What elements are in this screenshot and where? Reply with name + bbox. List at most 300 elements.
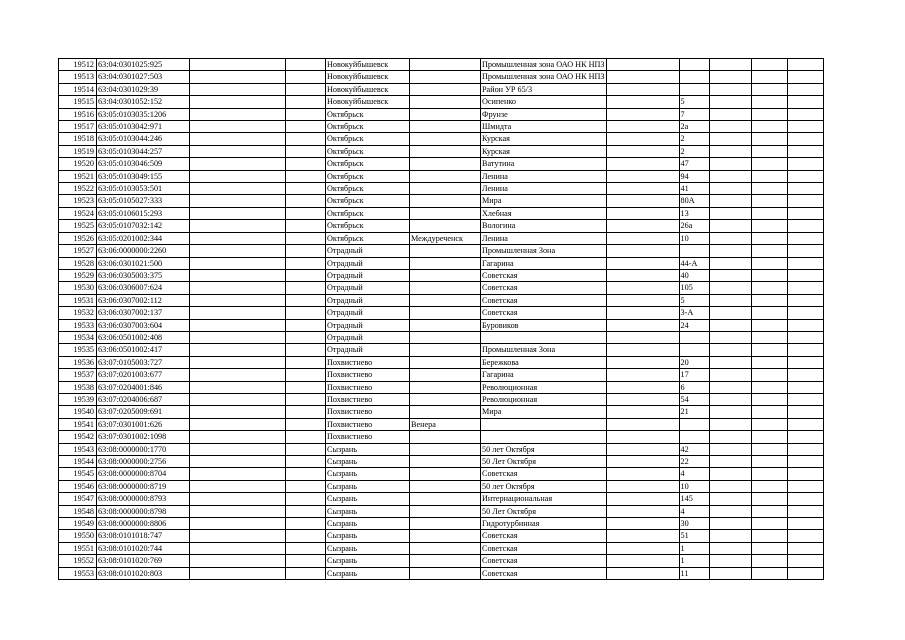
row-number-cell: 19528 — [59, 257, 97, 269]
house-number-cell: 145 — [679, 493, 709, 505]
empty-cell — [190, 183, 286, 195]
empty-cell — [606, 431, 679, 443]
empty-cell — [787, 431, 823, 443]
empty-cell — [190, 456, 286, 468]
cadastral-number-cell: 63:05:0106015:293 — [97, 207, 190, 219]
table-row — [59, 567, 824, 579]
cadastral-number-cell: 63:06:0301021:500 — [97, 257, 190, 269]
city-cell: Отрадный — [326, 282, 410, 294]
house-number-cell: 41 — [679, 183, 709, 195]
cadastral-number-cell: 63:06:0307003:604 — [97, 319, 190, 331]
cadastral-number-cell: 63:07:0204001:846 — [97, 381, 190, 393]
locality-cell — [410, 555, 481, 567]
empty-cell — [286, 505, 326, 517]
empty-cell — [190, 393, 286, 405]
street-cell: Бережкова — [481, 356, 607, 368]
row-number-cell: 19519 — [59, 145, 97, 157]
empty-cell — [190, 257, 286, 269]
street-cell: Советская — [481, 269, 607, 281]
city-cell: Октябрьск — [326, 183, 410, 195]
empty-cell — [787, 344, 823, 356]
empty-cell — [787, 282, 823, 294]
street-cell: Курская — [481, 133, 607, 145]
house-number-cell — [679, 431, 709, 443]
empty-cell — [787, 418, 823, 430]
row-number-cell: 19548 — [59, 505, 97, 517]
street-cell: Промышленная зона ОАО НК НПЗ — [482, 60, 605, 69]
empty-cell — [709, 71, 751, 83]
empty-cell — [709, 344, 751, 356]
empty-cell — [286, 307, 326, 319]
cadastral-number-cell: 63:08:0101018:747 — [97, 530, 190, 542]
cadastral-number-cell: 63:06:0000000:2260 — [97, 245, 190, 257]
city-cell: Похвистнево — [326, 369, 410, 381]
street-cell: Промышленная Зона — [481, 245, 607, 257]
empty-cell — [606, 145, 679, 157]
empty-cell — [606, 170, 679, 182]
empty-cell — [286, 431, 326, 443]
city-cell: Октябрьск — [326, 145, 410, 157]
empty-cell — [286, 331, 326, 343]
cadastral-number-cell: 63:04:0301025:925 — [97, 59, 190, 71]
street-cell: Хлебная — [481, 207, 607, 219]
empty-cell — [286, 456, 326, 468]
cadastral-number-cell: 63:08:0101020:803 — [97, 567, 190, 579]
empty-cell — [709, 158, 751, 170]
empty-cell — [751, 307, 787, 319]
empty-cell — [190, 145, 286, 157]
locality-cell: Венера — [410, 418, 481, 430]
house-number-cell: 105 — [679, 282, 709, 294]
city-cell: Похвистнево — [326, 381, 410, 393]
empty-cell — [286, 480, 326, 492]
table-row — [59, 133, 824, 145]
row-number-cell: 19539 — [59, 393, 97, 405]
city-cell: Сызрань — [326, 493, 410, 505]
empty-cell — [190, 505, 286, 517]
row-number-cell: 19543 — [59, 443, 97, 455]
house-number-cell: 4 — [679, 505, 709, 517]
row-number-cell: 19536 — [59, 356, 97, 368]
table-row — [59, 331, 824, 343]
row-number-cell: 19545 — [59, 468, 97, 480]
table-row — [59, 443, 824, 455]
cadastral-number-cell: 63:05:0103042:971 — [97, 121, 190, 133]
cadastral-number-cell: 63:08:0000000:8704 — [97, 468, 190, 480]
empty-cell — [787, 480, 823, 492]
empty-cell — [190, 331, 286, 343]
empty-cell — [787, 183, 823, 195]
cadastral-number-cell: 63:05:0107032:142 — [97, 220, 190, 232]
empty-cell — [606, 567, 679, 579]
empty-cell — [787, 542, 823, 554]
empty-cell — [190, 319, 286, 331]
street-cell: Ленина — [481, 183, 607, 195]
empty-cell — [286, 493, 326, 505]
house-number-cell: 80А — [679, 195, 709, 207]
city-cell: Октябрьск — [326, 207, 410, 219]
street-cell: Советская — [481, 468, 607, 480]
empty-cell — [787, 319, 823, 331]
empty-cell — [606, 158, 679, 170]
empty-cell — [190, 369, 286, 381]
street-cell — [481, 331, 607, 343]
street-cell: Промышленная Зона — [481, 344, 607, 356]
table-row — [59, 245, 824, 257]
row-number-cell: 19542 — [59, 431, 97, 443]
locality-cell — [410, 530, 481, 542]
city-cell: Октябрьск — [326, 133, 410, 145]
locality-cell — [410, 269, 481, 281]
city-cell: Отрадный — [326, 269, 410, 281]
locality-cell — [410, 356, 481, 368]
table-row — [59, 555, 824, 567]
city-cell: Сызрань — [326, 530, 410, 542]
street-cell: Революционная — [481, 381, 607, 393]
empty-cell — [606, 269, 679, 281]
empty-cell — [709, 121, 751, 133]
table-row — [59, 108, 824, 120]
table-row — [59, 381, 824, 393]
house-number-cell: 24 — [679, 319, 709, 331]
street-cell: Гидротурбинная — [481, 518, 607, 530]
house-number-cell: 5 — [679, 96, 709, 108]
cadastral-number-cell: 63:07:0301001:626 — [97, 418, 190, 430]
row-number-cell: 19534 — [59, 331, 97, 343]
row-number-cell: 19523 — [59, 195, 97, 207]
empty-cell — [709, 257, 751, 269]
empty-cell — [709, 443, 751, 455]
table-row — [59, 530, 824, 542]
empty-cell — [606, 71, 679, 83]
locality-cell — [410, 331, 481, 343]
city-cell: Октябрьск — [326, 220, 410, 232]
street-cell: Советская — [481, 542, 607, 554]
row-number-cell: 19551 — [59, 542, 97, 554]
table-row — [59, 418, 824, 430]
row-number-cell: 19552 — [59, 555, 97, 567]
cadastral-number-cell: 63:05:0103053:501 — [97, 183, 190, 195]
empty-cell — [286, 369, 326, 381]
city-cell: Новокуйбышевск — [326, 59, 410, 71]
empty-cell — [606, 96, 679, 108]
empty-cell — [787, 145, 823, 157]
empty-cell — [751, 530, 787, 542]
street-cell: Гагарина — [481, 369, 607, 381]
city-cell: Похвистнево — [326, 406, 410, 418]
house-number-cell: 2 — [679, 133, 709, 145]
cadastral-number-cell: 63:04:0301029:39 — [97, 83, 190, 95]
empty-cell — [606, 369, 679, 381]
locality-cell — [410, 480, 481, 492]
empty-cell — [606, 418, 679, 430]
cadastral-number-cell: 63:08:0000000:8719 — [97, 480, 190, 492]
cadastral-number-cell: 63:07:0301002:1098 — [97, 431, 190, 443]
empty-cell — [787, 294, 823, 306]
empty-cell — [709, 232, 751, 244]
locality-cell — [410, 108, 481, 120]
city-cell: Сызрань — [326, 505, 410, 517]
empty-cell — [709, 456, 751, 468]
empty-cell — [787, 369, 823, 381]
empty-cell — [709, 493, 751, 505]
cadastral-number-cell: 63:07:0201003:677 — [97, 369, 190, 381]
empty-cell — [709, 96, 751, 108]
locality-cell — [410, 369, 481, 381]
table-row — [59, 406, 824, 418]
cadastral-number-cell: 63:07:0204006:687 — [97, 393, 190, 405]
house-number-cell: 94 — [679, 170, 709, 182]
locality-cell — [410, 121, 481, 133]
house-number-cell — [679, 418, 709, 430]
street-cell: 50 Лет Октября — [481, 505, 607, 517]
street-cell: Мира — [481, 195, 607, 207]
locality-cell — [410, 307, 481, 319]
row-number-cell: 19535 — [59, 344, 97, 356]
empty-cell — [190, 232, 286, 244]
empty-cell — [751, 468, 787, 480]
cadastral-number-cell: 63:04:0301052:152 — [97, 96, 190, 108]
locality-cell — [410, 96, 481, 108]
empty-cell — [606, 294, 679, 306]
house-number-cell: 5 — [679, 294, 709, 306]
empty-cell — [751, 195, 787, 207]
empty-cell — [286, 71, 326, 83]
city-cell: Новокуйбышевск — [326, 71, 410, 83]
table-row — [59, 195, 824, 207]
empty-cell — [751, 183, 787, 195]
empty-cell — [709, 555, 751, 567]
row-number-cell: 19518 — [59, 133, 97, 145]
cadastral-number-cell: 63:06:0501002:417 — [97, 344, 190, 356]
empty-cell — [286, 344, 326, 356]
locality-cell — [410, 381, 481, 393]
cadastral-number-cell: 63:07:0105003:727 — [97, 356, 190, 368]
cadastral-number-cell: 63:08:0000000:2756 — [97, 456, 190, 468]
cadastral-number-cell: 63:06:0305003:375 — [97, 269, 190, 281]
empty-cell — [787, 393, 823, 405]
empty-cell — [787, 530, 823, 542]
row-number-cell: 19530 — [59, 282, 97, 294]
table-body — [59, 59, 824, 580]
empty-cell — [190, 269, 286, 281]
empty-cell — [286, 406, 326, 418]
house-number-cell: 2 — [679, 145, 709, 157]
locality-cell — [410, 133, 481, 145]
empty-cell — [751, 443, 787, 455]
empty-cell — [751, 381, 787, 393]
empty-cell — [751, 121, 787, 133]
empty-cell — [751, 331, 787, 343]
empty-cell — [751, 431, 787, 443]
city-cell: Отрадный — [326, 257, 410, 269]
cadastral-number-cell: 63:08:0000000:8806 — [97, 518, 190, 530]
empty-cell — [286, 294, 326, 306]
house-number-cell: 4 — [679, 468, 709, 480]
empty-cell — [751, 406, 787, 418]
empty-cell — [606, 108, 679, 120]
street-cell — [481, 431, 607, 443]
locality-cell — [410, 158, 481, 170]
empty-cell — [190, 96, 286, 108]
empty-cell — [787, 468, 823, 480]
row-number-cell: 19533 — [59, 319, 97, 331]
empty-cell — [606, 319, 679, 331]
table-row — [59, 145, 824, 157]
cadastral-number-cell: 63:06:0307002:112 — [97, 294, 190, 306]
empty-cell — [709, 195, 751, 207]
empty-cell — [709, 356, 751, 368]
empty-cell — [286, 195, 326, 207]
empty-cell — [751, 480, 787, 492]
empty-cell — [286, 158, 326, 170]
street-cell: Советская — [481, 555, 607, 567]
empty-cell — [751, 319, 787, 331]
table-row — [59, 480, 824, 492]
empty-cell — [709, 480, 751, 492]
city-cell: Сызрань — [326, 518, 410, 530]
empty-cell — [606, 331, 679, 343]
empty-cell — [286, 145, 326, 157]
empty-cell — [709, 431, 751, 443]
empty-cell — [787, 195, 823, 207]
city-cell: Отрадный — [326, 331, 410, 343]
house-number-cell: 1 — [679, 555, 709, 567]
empty-cell — [751, 96, 787, 108]
empty-cell — [190, 542, 286, 554]
city-cell: Отрадный — [326, 307, 410, 319]
table-row — [59, 96, 824, 108]
empty-cell — [787, 443, 823, 455]
empty-cell — [606, 443, 679, 455]
empty-cell — [709, 518, 751, 530]
row-number-cell: 19537 — [59, 369, 97, 381]
house-number-cell: 40 — [679, 269, 709, 281]
cadastral-number-cell: 63:05:0103035:1206 — [97, 108, 190, 120]
empty-cell — [286, 542, 326, 554]
empty-cell — [751, 220, 787, 232]
empty-cell — [286, 108, 326, 120]
empty-cell — [709, 393, 751, 405]
row-number-cell: 19546 — [59, 480, 97, 492]
empty-cell — [190, 344, 286, 356]
empty-cell — [709, 269, 751, 281]
house-number-cell: 2а — [679, 121, 709, 133]
empty-cell — [190, 59, 286, 71]
empty-cell — [190, 418, 286, 430]
table-row — [59, 542, 824, 554]
locality-cell — [410, 294, 481, 306]
street-cell: Район УР 65/3 — [481, 83, 607, 95]
empty-cell — [190, 356, 286, 368]
row-number-cell: 19531 — [59, 294, 97, 306]
table-row — [59, 505, 824, 517]
house-number-cell — [679, 331, 709, 343]
table-row — [59, 307, 824, 319]
empty-cell — [286, 170, 326, 182]
locality-cell — [410, 282, 481, 294]
empty-cell — [709, 542, 751, 554]
house-number-cell: 21 — [679, 406, 709, 418]
empty-cell — [606, 282, 679, 294]
empty-cell — [606, 505, 679, 517]
street-cell: Ленина — [481, 170, 607, 182]
table-row — [59, 158, 824, 170]
empty-cell — [606, 356, 679, 368]
city-cell: Сызрань — [326, 542, 410, 554]
empty-cell — [190, 468, 286, 480]
empty-cell — [787, 108, 823, 120]
city-cell: Новокуйбышевск — [326, 96, 410, 108]
empty-cell — [787, 170, 823, 182]
empty-cell — [606, 183, 679, 195]
house-number-cell — [679, 59, 709, 71]
row-number-cell: 19520 — [59, 158, 97, 170]
empty-cell — [751, 269, 787, 281]
locality-cell — [410, 195, 481, 207]
house-number-cell: 11 — [679, 567, 709, 579]
empty-cell — [709, 133, 751, 145]
house-number-cell: 54 — [679, 393, 709, 405]
city-cell: Похвистнево — [326, 431, 410, 443]
house-number-cell — [679, 71, 709, 83]
empty-cell — [190, 443, 286, 455]
empty-cell — [190, 245, 286, 257]
empty-cell — [190, 71, 286, 83]
empty-cell — [286, 443, 326, 455]
empty-cell — [709, 59, 751, 71]
empty-cell — [787, 505, 823, 517]
house-number-cell: 47 — [679, 158, 709, 170]
empty-cell — [286, 133, 326, 145]
empty-cell — [751, 83, 787, 95]
street-cell: Революционная — [481, 393, 607, 405]
empty-cell — [709, 381, 751, 393]
empty-cell — [787, 121, 823, 133]
empty-cell — [190, 294, 286, 306]
empty-cell — [787, 257, 823, 269]
city-cell: Октябрьск — [326, 158, 410, 170]
locality-cell — [410, 443, 481, 455]
street-cell: Ленина — [481, 232, 607, 244]
empty-cell — [286, 282, 326, 294]
empty-cell — [190, 207, 286, 219]
table-row — [59, 232, 824, 244]
empty-cell — [286, 59, 326, 71]
house-number-cell: 13 — [679, 207, 709, 219]
empty-cell — [286, 530, 326, 542]
row-number-cell: 19541 — [59, 418, 97, 430]
empty-cell — [751, 71, 787, 83]
locality-cell — [410, 170, 481, 182]
empty-cell — [606, 530, 679, 542]
table-row — [59, 393, 824, 405]
house-number-cell: 6 — [679, 381, 709, 393]
city-cell: Похвистнево — [326, 418, 410, 430]
cadastral-number-cell: 63:04:0301027:503 — [97, 71, 190, 83]
empty-cell — [709, 319, 751, 331]
empty-cell — [190, 121, 286, 133]
cadastral-number-cell: 63:05:0103044:246 — [97, 133, 190, 145]
house-number-cell: 42 — [679, 443, 709, 455]
empty-cell — [190, 381, 286, 393]
row-number-cell: 19516 — [59, 108, 97, 120]
street-cell: Шмидта — [481, 121, 607, 133]
empty-cell — [709, 170, 751, 182]
row-number-cell: 19512 — [59, 59, 97, 71]
street-cell: Вологина — [481, 220, 607, 232]
cadastral-number-cell: 63:05:0103046:509 — [97, 158, 190, 170]
